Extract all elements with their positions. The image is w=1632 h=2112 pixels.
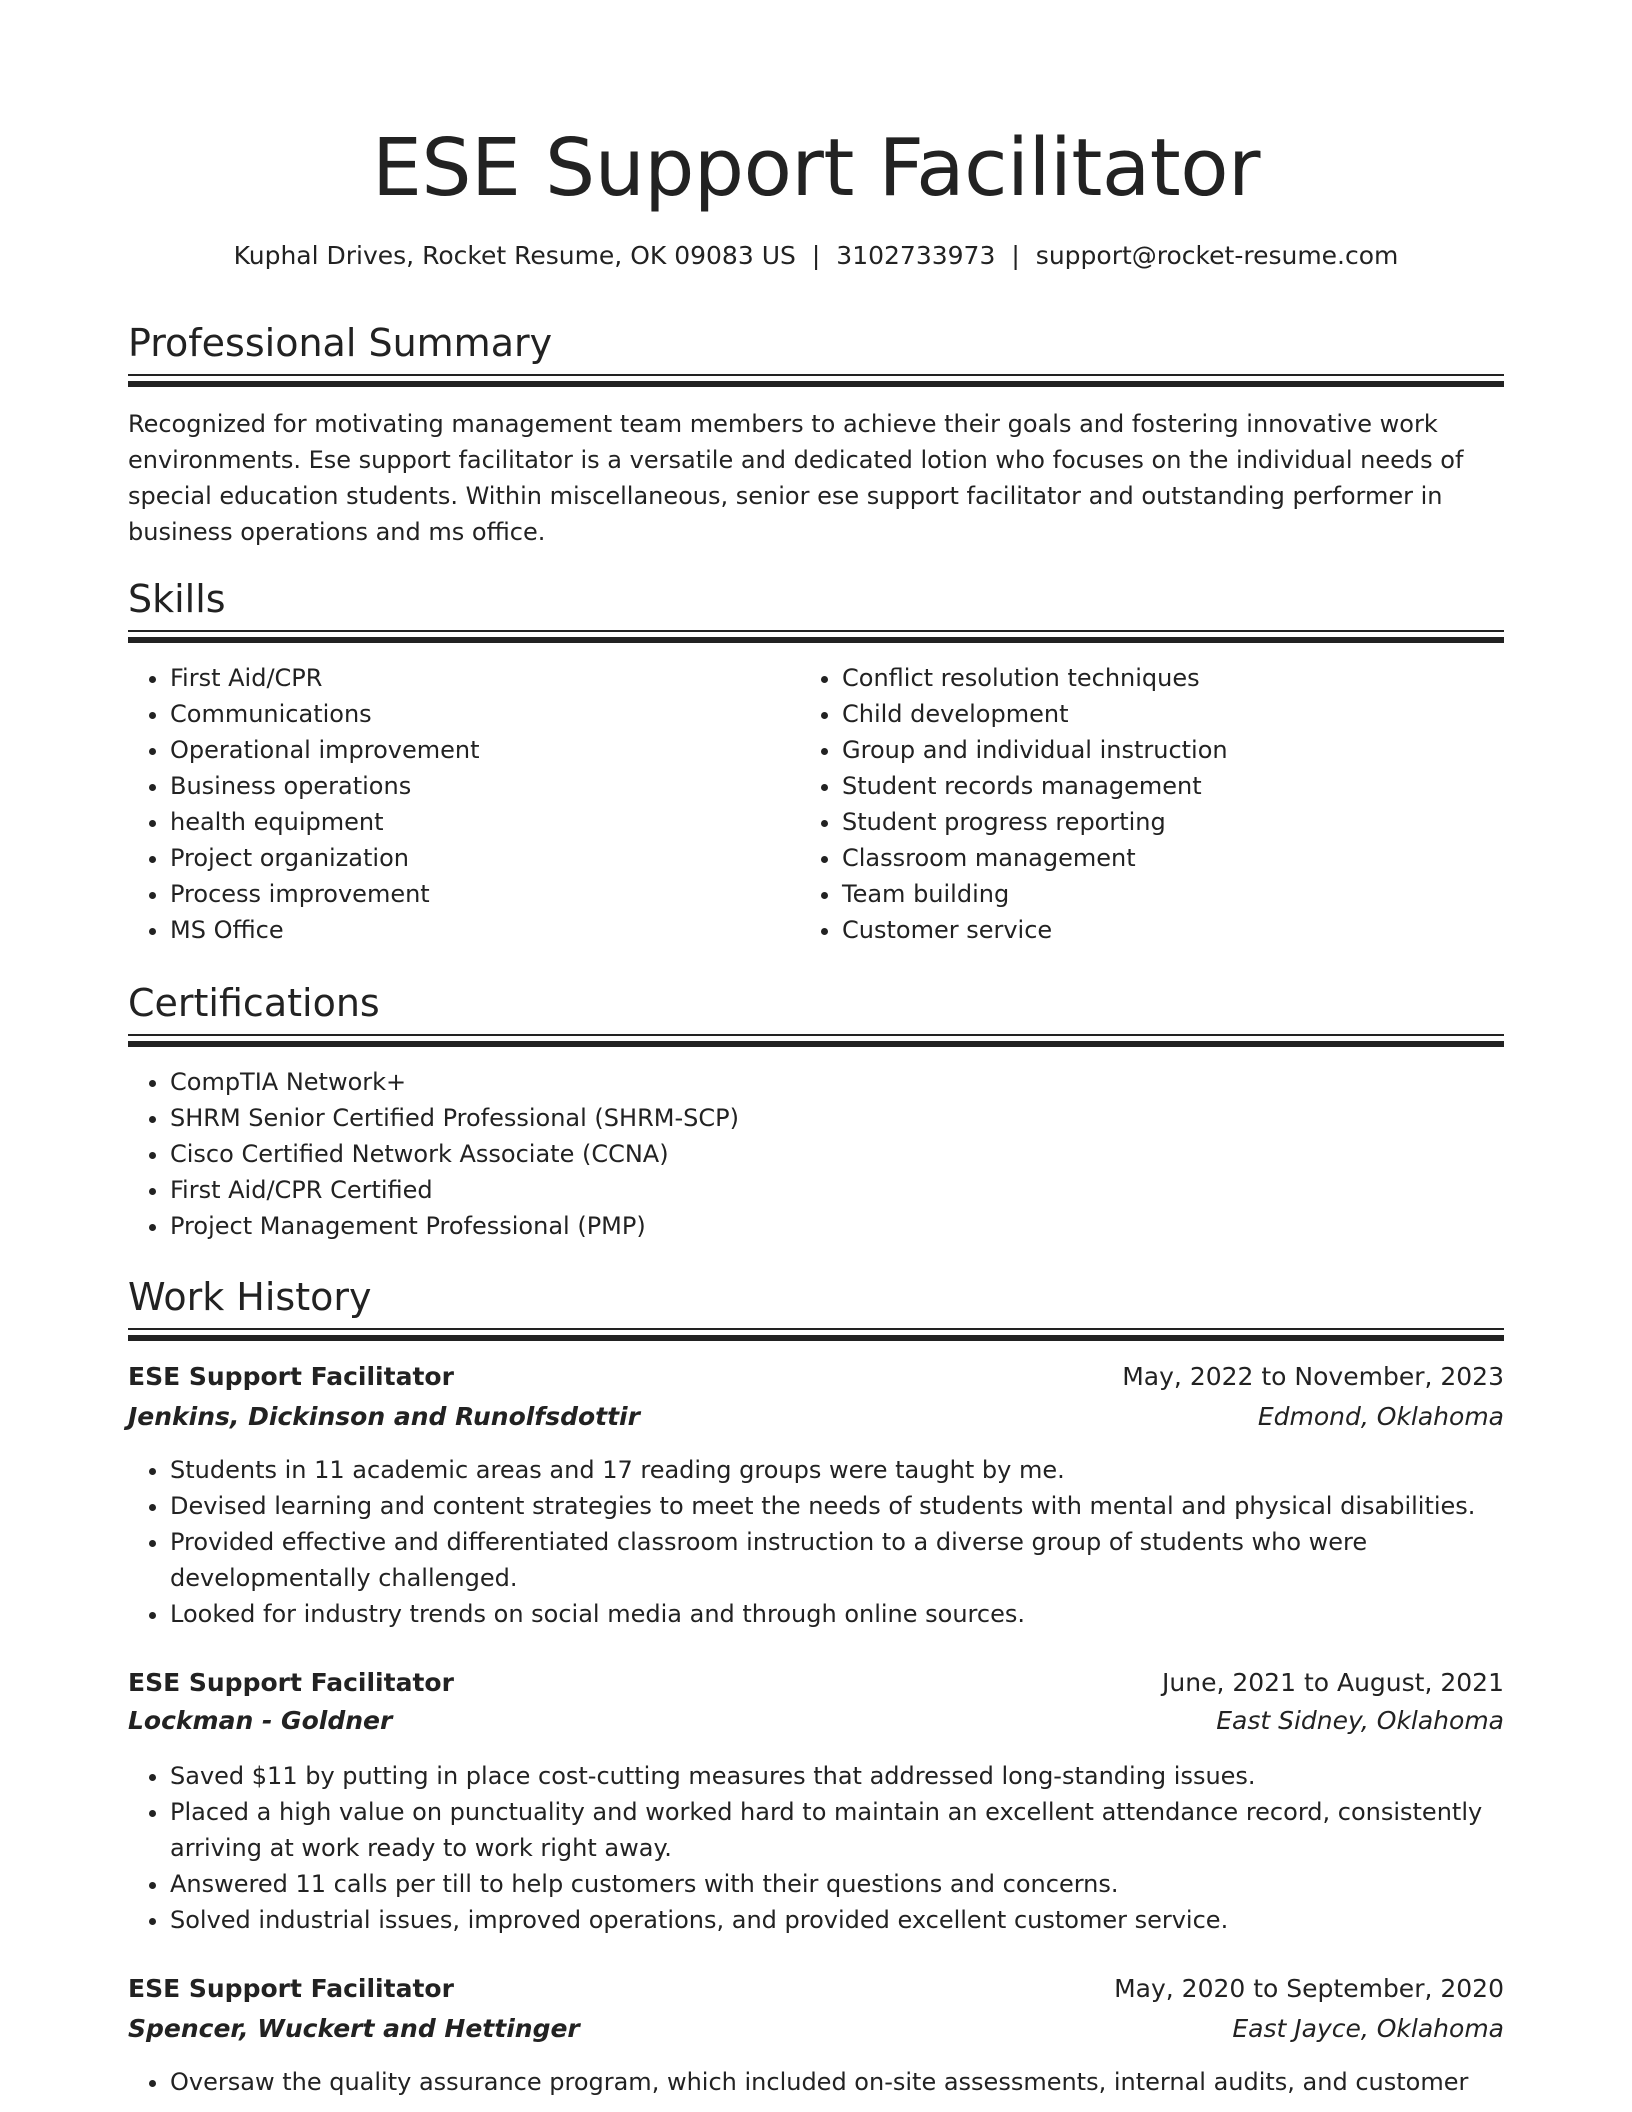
job-bullet: • Answered 11 calls per till to help customers with their questions and concerns.: [170, 1866, 1540, 1902]
certification-item: • CompTIA Network+: [170, 1064, 1540, 1100]
job-bullets: [126, 2064, 1540, 2100]
contact-email: support@rocket-resume.com: [1035, 241, 1399, 270]
job-bullets: [126, 1452, 1540, 1632]
job-bullet: • Looked for industry trends on social media and through online sources.: [170, 1596, 1540, 1632]
job-bullet: • Solved industrial issues, improved operations, and provided excellent customer service.: [170, 1902, 1540, 1938]
job-dates: May, 2022 to November, 2023: [1122, 1361, 1504, 1391]
job-location: East Jayce, Oklahoma: [1232, 2013, 1504, 2043]
contact-separator: |: [811, 241, 821, 270]
job-bullet: • Provided effective and differentiated classroom instruction to a diverse group of students who were developmentally challenged.: [170, 1524, 1540, 1596]
job-bullet: • Oversaw the quality assurance program, which included on-site assessments, internal audits, and customer: [170, 2064, 1540, 2100]
resume-name: ESE Support Facilitator: [371, 122, 1261, 214]
section-divider: [128, 1328, 1504, 1340]
skill-item: • health equipment: [170, 804, 790, 840]
job-title: ESE Support Facilitator: [128, 1361, 454, 1391]
job-title: ESE Support Facilitator: [128, 1667, 454, 1697]
skill-item: • Communications: [170, 696, 790, 732]
skill-item: • Business operations: [170, 768, 790, 804]
skill-item: • MS Office: [170, 912, 790, 948]
job-company: Lockman - Goldner: [128, 1705, 393, 1735]
job-header: [128, 1968, 1504, 2008]
skills-heading: Skills: [128, 577, 226, 621]
section-divider: [128, 630, 1504, 642]
skill-item: • Project organization: [170, 840, 790, 876]
job-bullet: • Saved $11 by putting in place cost-cutting measures that addressed long-standing issues.: [170, 1758, 1540, 1794]
job-bullets: [126, 1758, 1540, 1938]
contact-separator: |: [1011, 241, 1020, 270]
summary-text: Recognized for motivating management team members to achieve their goals and fostering innovative work environments. Ese support facilitator is a versatile and dedicated lotion who focuses on the individual needs of special education students. Within miscellaneous, senior ese support facilitator and outstanding performer in business operations and ms office.: [128, 410, 1464, 546]
certification-item: • Project Management Professional (PMP): [170, 1208, 1540, 1244]
job-header: [128, 1356, 1504, 1396]
contact-address: Kuphal Drives, Rocket Resume, OK 09083 US: [233, 241, 796, 270]
skill-item: • Group and individual instruction: [842, 732, 1542, 768]
job-subheader: [128, 1700, 1504, 1740]
skill-item: • Student progress reporting: [842, 804, 1542, 840]
skill-item: • First Aid/CPR: [170, 660, 790, 696]
skill-item: • Customer service: [842, 912, 1542, 948]
job-location: Edmond, Oklahoma: [1257, 1401, 1504, 1431]
job-company: Jenkins, Dickinson and Runolfsdottir: [128, 1401, 640, 1431]
job-subheader: [128, 1396, 1504, 1436]
contact-phone: 3102733973: [836, 241, 996, 270]
section-divider: [128, 374, 1504, 386]
certifications-list: [126, 1064, 1540, 1244]
job-bullet: • Devised learning and content strategies to meet the needs of students with mental and physical disabilities.: [170, 1488, 1540, 1524]
skills-list-left: [126, 660, 790, 948]
skill-item: • Operational improvement: [170, 732, 790, 768]
job-company: Spencer, Wuckert and Hettinger: [128, 2013, 580, 2043]
job-bullet: • Students in 11 academic areas and 17 reading groups were taught by me.: [170, 1452, 1540, 1488]
job-bullet: • Placed a high value on punctuality and worked hard to maintain an excellent attendance record, consistently arriving at work ready to work right away.: [170, 1794, 1540, 1866]
certification-item: • Cisco Certified Network Associate (CCNA): [170, 1136, 1540, 1172]
section-divider: [128, 1034, 1504, 1046]
job-dates: June, 2021 to August, 2021: [1162, 1667, 1504, 1697]
certification-item: • First Aid/CPR Certified: [170, 1172, 1540, 1208]
job-location: East Sidney, Oklahoma: [1216, 1705, 1504, 1735]
job-subheader: [128, 2008, 1504, 2048]
job-dates: May, 2020 to September, 2020: [1114, 1973, 1504, 2003]
contact-line: [0, 238, 1632, 274]
skill-item: • Process improvement: [170, 876, 790, 912]
summary-heading: Professional Summary: [128, 321, 553, 365]
skills-list-right: [798, 660, 1542, 948]
job-title: ESE Support Facilitator: [128, 1973, 454, 2003]
job-header: [128, 1662, 1504, 1702]
certifications-heading: Certifications: [128, 981, 380, 1025]
skill-item: • Child development: [842, 696, 1542, 732]
certification-item: • SHRM Senior Certified Professional (SHRM-SCP): [170, 1100, 1540, 1136]
skill-item: • Classroom management: [842, 840, 1542, 876]
skill-item: • Student records management: [842, 768, 1542, 804]
skill-item: • Team building: [842, 876, 1542, 912]
work-history-heading: Work History: [128, 1275, 372, 1319]
skill-item: • Conflict resolution techniques: [842, 660, 1542, 696]
